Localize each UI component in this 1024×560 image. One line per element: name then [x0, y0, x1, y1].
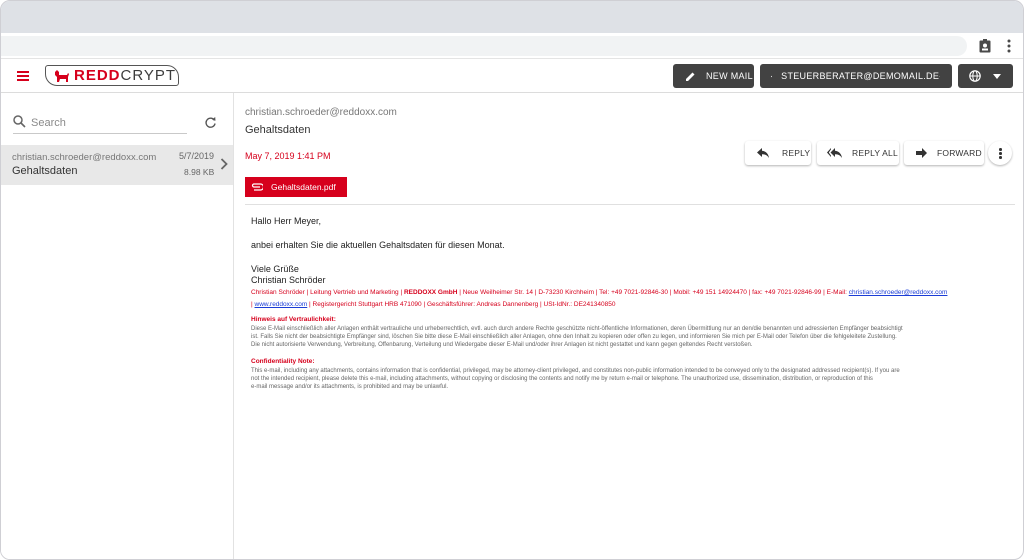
list-item-subject: Gehaltsdaten: [12, 165, 78, 177]
logo-text-red: REDD: [74, 67, 121, 84]
reply-label: REPLY: [782, 148, 811, 158]
signature-line-1: [251, 289, 947, 296]
chevron-right-icon: [220, 158, 228, 170]
language-button[interactable]: [958, 64, 1013, 88]
list-item-from: christian.schroeder@reddoxx.com: [12, 152, 157, 163]
reply-all-button[interactable]: [817, 141, 899, 165]
refresh-icon[interactable]: [204, 116, 217, 129]
signature-web-link[interactable]: www.reddoxx.com: [254, 301, 308, 308]
paperclip-icon: [251, 183, 263, 191]
menu-icon[interactable]: [17, 71, 29, 81]
logo-dog-icon: [54, 69, 70, 83]
divider: [245, 204, 1015, 205]
signature-company: REDDOXX GmbH: [403, 289, 458, 296]
body-greeting: Hallo Herr Meyer,: [251, 216, 322, 226]
search-input[interactable]: [31, 115, 181, 131]
reply-button[interactable]: [745, 141, 811, 165]
confidentiality-text-en: This e-mail, including any attachments, contains information that is confidential, privileged, may be attorney-client privileged, and constitutes non-public information intended to be conveyed only to the designated addressed recipient(s). If you are: [251, 368, 900, 374]
signature-name: Christian Schröder: [251, 275, 326, 285]
mail-list-sidebar: [1, 93, 234, 560]
more-options-button[interactable]: [988, 141, 1012, 165]
confidentiality-text-de: Die nicht autorisierte Verwendung, Verbreitung, Offenbarung, Verteilung und Wiedergabe dieser E-Mail und/oder ihrer Anlagen ist nicht gestattet und kann gegen geltendes Recht verstoßen.: [251, 342, 753, 348]
forward-arrow-icon: [916, 148, 927, 158]
caret-down-icon: [993, 74, 1001, 79]
confidentiality-text-en: not the intended recipient, please delete this e-mail, including attachments, without copying or disclosing the contents and notify me by return e-mail or telephone. The unauthorized use, dissemination, distribution, or reproduction of this: [251, 376, 873, 382]
signature-text: Christian Schröder | Leitung Vertrieb und Marketing |: [251, 289, 404, 296]
confidentiality-text-de: ist. Falls Sie nicht der beabsichtigte Empfänger sind, löschen Sie bitte diese E-Mail einschließlich aller Anlagen, ohne den Inhalt zu kopieren oder offen zu legen, und informieren Sie mich per E-Mail oder Telefon über die fehlgeleitete Zustellung.: [251, 334, 897, 340]
message-from: christian.schroeder@reddoxx.com: [245, 107, 397, 118]
confidentiality-text-de: Diese E-Mail einschließlich aller Anlagen enthält vertrauliche und urheberrechtlich, evtl. auch durch andere Rechte geschützte nicht-öffentliche Informationen, deren Übermittlung nur an den/die benannten und adressierten Empfänger beabsichtigt: [251, 326, 903, 332]
signature-text: | Neue Weilheimer Str. 14 | D-73230 Kirchheim | Tel: +49 7021-92846-30 | Mobil: +49 151 14924470 | fax: +49 7021-92846-99 | E-Mail:: [457, 289, 849, 296]
browser-toolbar: [1, 33, 1023, 59]
signature-text: |: [251, 301, 255, 308]
search-icon: [13, 115, 26, 128]
globe-icon: [969, 70, 981, 82]
body-text: anbei erhalten Sie die aktuellen Gehaltsdaten für diesen Monat.: [251, 240, 505, 250]
account-icon: [771, 71, 772, 82]
signature-email-link[interactable]: christian.schroeder@reddoxx.com: [848, 289, 948, 296]
search-underline: [13, 133, 187, 134]
pencil-icon: [685, 71, 696, 82]
confidentiality-text-en: e-mail message and/or its attachments, is prohibited and may be unlawful.: [251, 384, 449, 390]
list-item[interactable]: [1, 145, 233, 185]
signature-text: | Registergericht Stuttgart HRB 471090 | Geschäftsführer: Andreas Dannenberg | USt-IdNr.: DE241340850: [307, 301, 616, 308]
message-subject: Gehaltsdaten: [245, 124, 311, 136]
profile-badge-icon[interactable]: [978, 39, 992, 53]
body-regards: Viele Grüße: [251, 264, 299, 274]
message-view: [235, 93, 1023, 560]
forward-button[interactable]: [904, 141, 984, 165]
logo-text-dark: CRYPT: [120, 67, 177, 84]
new-mail-button[interactable]: [673, 64, 754, 88]
address-field[interactable]: [1, 36, 967, 56]
attachment-name: Gehaltsdaten.pdf: [271, 182, 336, 192]
browser-menu-icon[interactable]: [1002, 39, 1016, 53]
forward-label: FORWARD: [937, 148, 982, 158]
reply-all-icon: [827, 148, 842, 158]
list-item-size: 8.98 KB: [184, 167, 215, 177]
reddcrypt-logo: [45, 65, 179, 86]
list-item-date: 5/7/2019: [179, 151, 215, 161]
attachment-chip[interactable]: [245, 177, 347, 197]
message-date: May 7, 2019 1:41 PM: [245, 151, 331, 161]
account-menu-button[interactable]: [760, 64, 952, 88]
browser-tabstrip: [1, 1, 1023, 33]
caret-down-icon: [939, 74, 940, 79]
app-header: [1, 59, 1023, 93]
account-label: STEUERBERATER@DEMOMAIL.DE: [781, 71, 940, 81]
reply-icon: [757, 148, 769, 158]
signature-line-2: [251, 301, 615, 308]
confidentiality-title-en: Confidentiality Note:: [251, 358, 315, 365]
new-mail-label: NEW MAIL: [706, 71, 753, 81]
confidentiality-title-de: Hinweis auf Vertraulichkeit:: [251, 316, 336, 323]
reply-all-label: REPLY ALL: [852, 148, 898, 158]
